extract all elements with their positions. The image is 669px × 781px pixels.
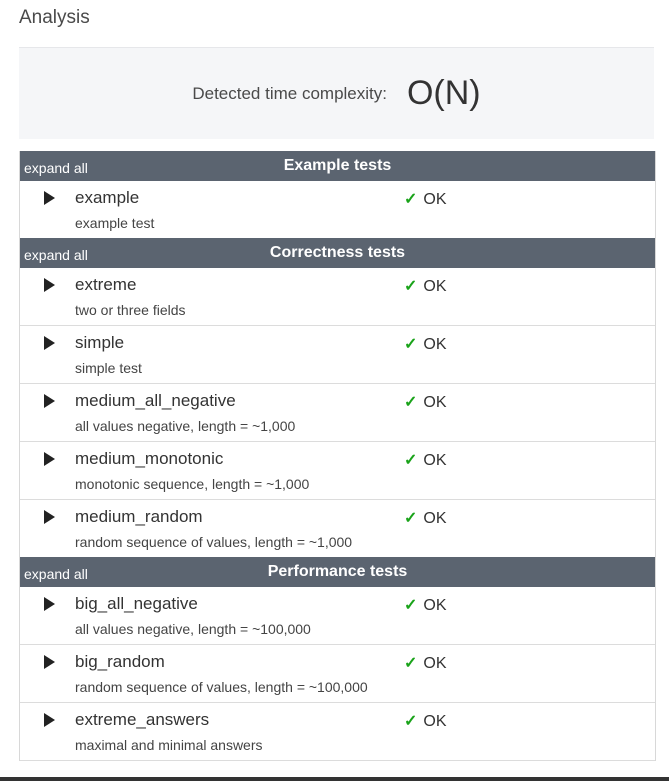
complexity-value: O(N) bbox=[406, 74, 481, 112]
group-header-performance bbox=[20, 557, 655, 587]
test-name: big_random bbox=[75, 652, 165, 671]
test-status bbox=[404, 711, 447, 731]
test-name: medium_random bbox=[75, 507, 203, 526]
test-name: medium_monotonic bbox=[75, 449, 224, 468]
test-status bbox=[404, 595, 447, 615]
status-text: OK bbox=[423, 713, 447, 730]
test-description: simple test bbox=[75, 360, 142, 376]
test-row[interactable] bbox=[20, 645, 655, 703]
expand-triangle-icon[interactable] bbox=[44, 336, 55, 350]
bottom-border bbox=[0, 777, 669, 781]
check-mark-icon: ✓ bbox=[404, 191, 418, 208]
status-text: OK bbox=[423, 655, 447, 672]
test-status bbox=[404, 508, 447, 528]
test-status bbox=[404, 276, 447, 296]
analysis-title: Analysis bbox=[19, 7, 90, 28]
check-mark-icon: ✓ bbox=[404, 452, 418, 469]
group-title: Performance tests bbox=[267, 563, 408, 580]
check-mark-icon: ✓ bbox=[404, 510, 418, 527]
expand-all-link[interactable]: expand all bbox=[24, 566, 88, 582]
test-status bbox=[404, 189, 447, 209]
expand-triangle-icon[interactable] bbox=[44, 655, 55, 669]
status-text: OK bbox=[423, 510, 447, 527]
test-name: medium_all_negative bbox=[75, 391, 236, 410]
test-row[interactable] bbox=[20, 181, 655, 238]
test-description: all values negative, length = ~1,000 bbox=[75, 418, 296, 434]
test-name: big_all_negative bbox=[75, 594, 198, 613]
complexity-label: Detected time complexity: bbox=[192, 83, 387, 103]
test-status bbox=[404, 653, 447, 673]
status-text: OK bbox=[423, 597, 447, 614]
expand-triangle-icon[interactable] bbox=[44, 510, 55, 524]
test-row[interactable] bbox=[20, 384, 655, 442]
expand-triangle-icon[interactable] bbox=[44, 713, 55, 727]
test-name: extreme_answers bbox=[75, 710, 210, 729]
test-row[interactable] bbox=[20, 268, 655, 326]
test-name: extreme bbox=[75, 275, 137, 294]
test-row[interactable] bbox=[20, 703, 655, 761]
test-name: simple bbox=[75, 333, 125, 352]
expand-triangle-icon[interactable] bbox=[44, 278, 55, 292]
group-header-correctness bbox=[20, 238, 655, 268]
expand-all-link[interactable]: expand all bbox=[24, 247, 88, 263]
group-header-example bbox=[20, 151, 655, 181]
test-description: monotonic sequence, length = ~1,000 bbox=[75, 476, 310, 492]
complexity-panel bbox=[19, 47, 654, 139]
status-text: OK bbox=[423, 191, 447, 208]
status-text: OK bbox=[423, 336, 447, 353]
test-row[interactable] bbox=[20, 442, 655, 500]
status-text: OK bbox=[423, 452, 447, 469]
check-mark-icon: ✓ bbox=[404, 278, 418, 295]
expand-triangle-icon[interactable] bbox=[44, 191, 55, 205]
group-title: Example tests bbox=[283, 157, 392, 174]
test-status bbox=[404, 450, 447, 470]
test-description: example test bbox=[75, 215, 155, 231]
expand-triangle-icon[interactable] bbox=[44, 597, 55, 611]
test-description: two or three fields bbox=[75, 302, 186, 318]
expand-triangle-icon[interactable] bbox=[44, 452, 55, 466]
test-name: example bbox=[75, 188, 140, 207]
test-results bbox=[19, 151, 656, 761]
check-mark-icon: ✓ bbox=[404, 597, 418, 614]
test-row[interactable] bbox=[20, 587, 655, 645]
test-row[interactable] bbox=[20, 326, 655, 384]
check-mark-icon: ✓ bbox=[404, 394, 418, 411]
test-status bbox=[404, 392, 447, 412]
test-description: random sequence of values, length = ~100,000 bbox=[75, 679, 368, 695]
test-description: maximal and minimal answers bbox=[75, 737, 263, 753]
check-mark-icon: ✓ bbox=[404, 713, 418, 730]
group-title: Correctness tests bbox=[269, 244, 406, 261]
check-mark-icon: ✓ bbox=[404, 655, 418, 672]
expand-all-link[interactable]: expand all bbox=[24, 160, 88, 176]
test-row[interactable] bbox=[20, 500, 655, 557]
test-description: random sequence of values, length = ~1,000 bbox=[75, 534, 353, 550]
status-text: OK bbox=[423, 394, 447, 411]
test-status bbox=[404, 334, 447, 354]
check-mark-icon: ✓ bbox=[404, 336, 418, 353]
test-description: all values negative, length = ~100,000 bbox=[75, 621, 311, 637]
expand-triangle-icon[interactable] bbox=[44, 394, 55, 408]
status-text: OK bbox=[423, 278, 447, 295]
